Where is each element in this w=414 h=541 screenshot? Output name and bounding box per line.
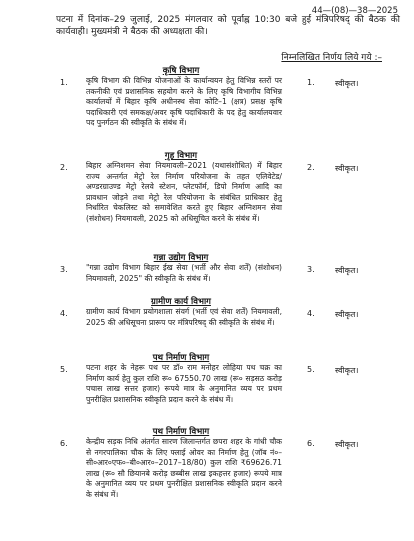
item-text: पटना शहर के नेहरू पथ पर डॉ० राम मनोहर लोहिया पथ चक्र का निर्माण कार्य हेतु कुल राशि रू० 67550.70 लाख (रू० सड़सठ करोड़ पचास लाख सत्तर हजार) रूपये मात्र के अनुमानित व्यय पर प्रथम पुनरीक्षित प्रशासनिक स्वीकृति प्रदान करने के संबंध में। bbox=[86, 363, 282, 404]
item-text: ग्रामीण कार्य विभाग प्रयोगशाला संवर्ग (भर्ती एवं सेवा शर्तें) नियमावली, 2025 की अधिसूचना प्रारूप पर मंत्रिपरिषद् की स्वीकृति के संबंध में। bbox=[86, 307, 282, 327]
status-approved: स्वीकृत। bbox=[335, 266, 359, 275]
proceedings-intro: पटना में दिनांक–29 जुलाई, 2025 मंगलवार को पूर्वाह्न 10:30 बजे हुई मंत्रिपरिषद् की बैठक की कार्यवाही। मुख्यमंत्री ने बैठक की अध्यक्षता की। bbox=[56, 15, 400, 37]
item-text: केन्द्रीय सड़क निधि अंतर्गत सारण जिलान्तर्गत छपरा शहर के गांधी चौक से नगरपालिका चौक के लिए फ्लाई ओवर का निर्माण हेतु (जॉब नं०–सी०आर०एफ०–बी०आर०–2017–18/80) कुल राशि ₹69626.71 लाख (रू० सौ छियानबे करोड़ छब्बीस लाख इकहत्तर हजार) रूपये मात्र के अनुमानित व्यय पर प्रथम पुनरीक्षित प्रशासनिक स्वीकृति प्रदान करने के संबंध में। bbox=[86, 437, 282, 499]
item-number: 2. bbox=[60, 163, 68, 172]
reference-number: 44—(08)—38—2025 bbox=[311, 6, 398, 16]
status-approved: स्वीकृत। bbox=[335, 366, 359, 375]
item-number: 4. bbox=[60, 309, 68, 318]
serial-number: 5. bbox=[307, 365, 315, 374]
department-heading: ग्रामीण कार्य विभाग bbox=[151, 297, 211, 307]
serial-number: 6. bbox=[307, 439, 315, 448]
status-approved: स्वीकृत। bbox=[335, 79, 359, 88]
item-number: 1. bbox=[60, 78, 68, 87]
decisions-heading: निम्नलिखित निर्णय लिये गये :– bbox=[281, 53, 382, 63]
item-number: 6. bbox=[60, 439, 68, 448]
department-heading: कृषि विभाग bbox=[162, 66, 200, 76]
department-heading: पथ निर्माण विभाग bbox=[152, 353, 210, 363]
serial-number: 4. bbox=[307, 309, 315, 318]
item-text: कृषि विभाग की विभिन्न योजनाओं के कार्यान्वयन हेतु विभिन्न स्तरों पर तकनीकी एवं प्रशासनिक सहयोग करने के लिए कृषि विभागीय विभिन्न कार्यालयों में बिहार कृषि अधीनस्थ सेवा कोटि–1 (क्षत्र) प्रसक्ष कृषि पदाधिकारी एवं समकक्ष/अवर कृषि पदाधिकारी के पद हेतु कार्यालयवार पद पुनर्गठन की स्वीकृति के संबंध में। bbox=[86, 76, 282, 127]
serial-number: 2. bbox=[307, 163, 315, 172]
department-heading: गन्ना उद्योग विभाग bbox=[153, 253, 209, 263]
item-text: बिहार अग्निशमन सेवा नियमावली–2021 (यथासंशोधित) में बिहार राज्य अन्तर्गत मेट्रो रेल निर्माण परियोजना के तहत एलिवेटेड/अण्डरग्राउण्ड मेट्रो रेलवे स्टेशन, प्लेटफॉर्म, डिपो निर्माण आदि का प्रावधान जोड़ने तथा मेट्रो रेल परियोजना के संबंधित प्राधिकार हेतु निर्धारित चेकलिस्ट को समावेशित करते हुए बिहार अग्निशमन सेवा (संशोधन) नियमावली, 2025 को अधिसूचित करने के संबंध में। bbox=[86, 161, 282, 223]
serial-number: 3. bbox=[307, 265, 315, 274]
status-approved: स्वीकृत। bbox=[335, 440, 359, 449]
item-number: 3. bbox=[60, 265, 68, 274]
item-text: "गन्ना उद्योग विभाग बिहार ईख सेवा (भर्ती और सेवा शर्तें) (संशोधन) नियमावली, 2025" की स्वीकृति के संबंध में। bbox=[86, 263, 282, 283]
department-heading: गृह विभाग bbox=[164, 151, 198, 161]
department-heading: पथ निर्माण विभाग bbox=[152, 427, 210, 437]
item-number: 5. bbox=[60, 365, 68, 374]
status-approved: स्वीकृत। bbox=[335, 164, 359, 173]
status-approved: स्वीकृत। bbox=[335, 310, 359, 319]
serial-number: 1. bbox=[307, 78, 315, 87]
